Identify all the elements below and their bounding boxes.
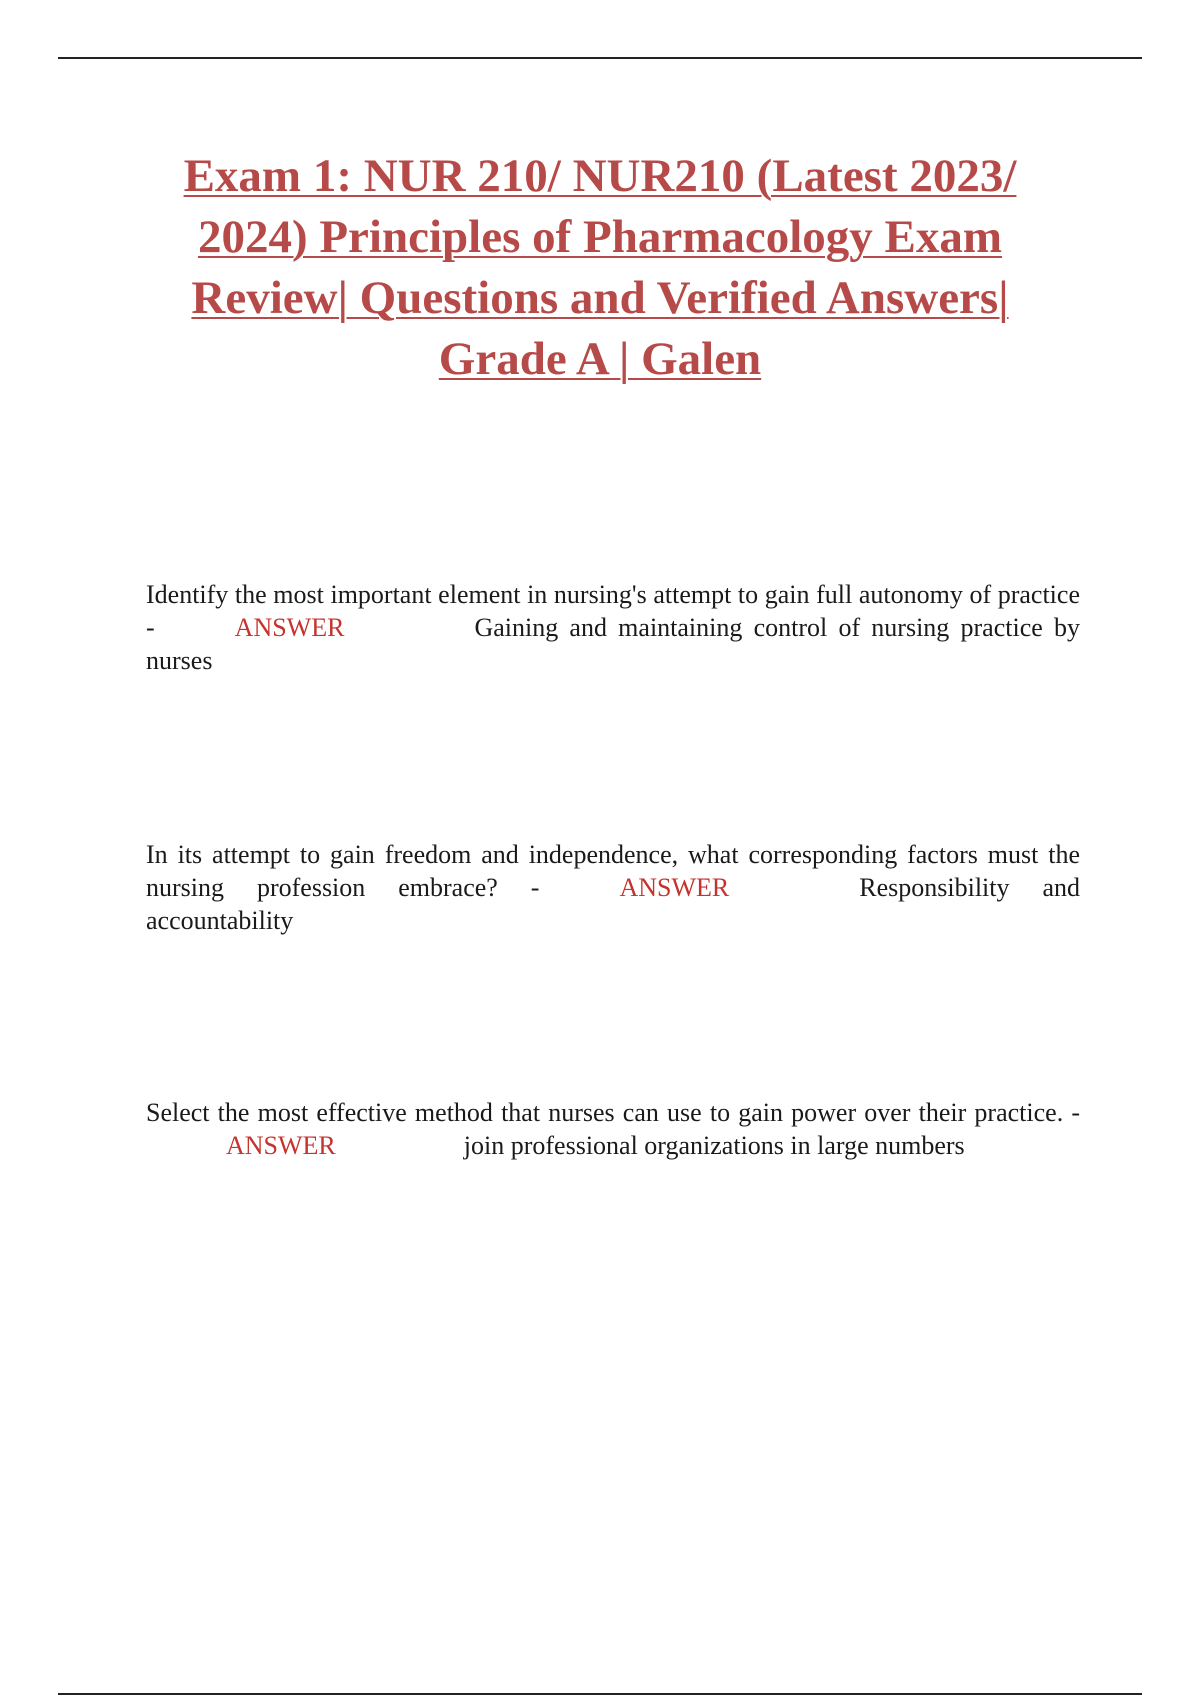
answer-label: ANSWER	[226, 1131, 336, 1160]
answer-text: Gaining and maintaining control of nursing practice by nurses	[146, 613, 1080, 675]
question-text: In its attempt to gain freedom and independence, what corresponding factors must the nursing profession embrace? -	[146, 840, 1080, 902]
question-text: Select the most effective method that nurses can use to gain power over their practice. -	[146, 1098, 1080, 1127]
question-text: Identify the most important element in nursing's attempt to gain full autonomy of practice -	[146, 580, 1080, 642]
qa-item	[146, 578, 1080, 677]
answer-text: join professional organizations in large numbers	[463, 1131, 965, 1160]
document-title: Exam 1: NUR 210/ NUR210 (Latest 2023/ 2024) Principles of Pharmacology Exam Review| Questions and Verified Answers| Grade A | Galen	[183, 150, 1017, 385]
qa-item	[146, 1096, 1080, 1162]
qa-item	[146, 838, 1080, 937]
answer-label: ANSWER	[619, 873, 730, 902]
footer-rule	[58, 1693, 1142, 1695]
answer-text: Responsibility and accountability	[146, 873, 1080, 935]
answer-label: ANSWER	[234, 613, 345, 642]
header-rule	[58, 57, 1142, 59]
